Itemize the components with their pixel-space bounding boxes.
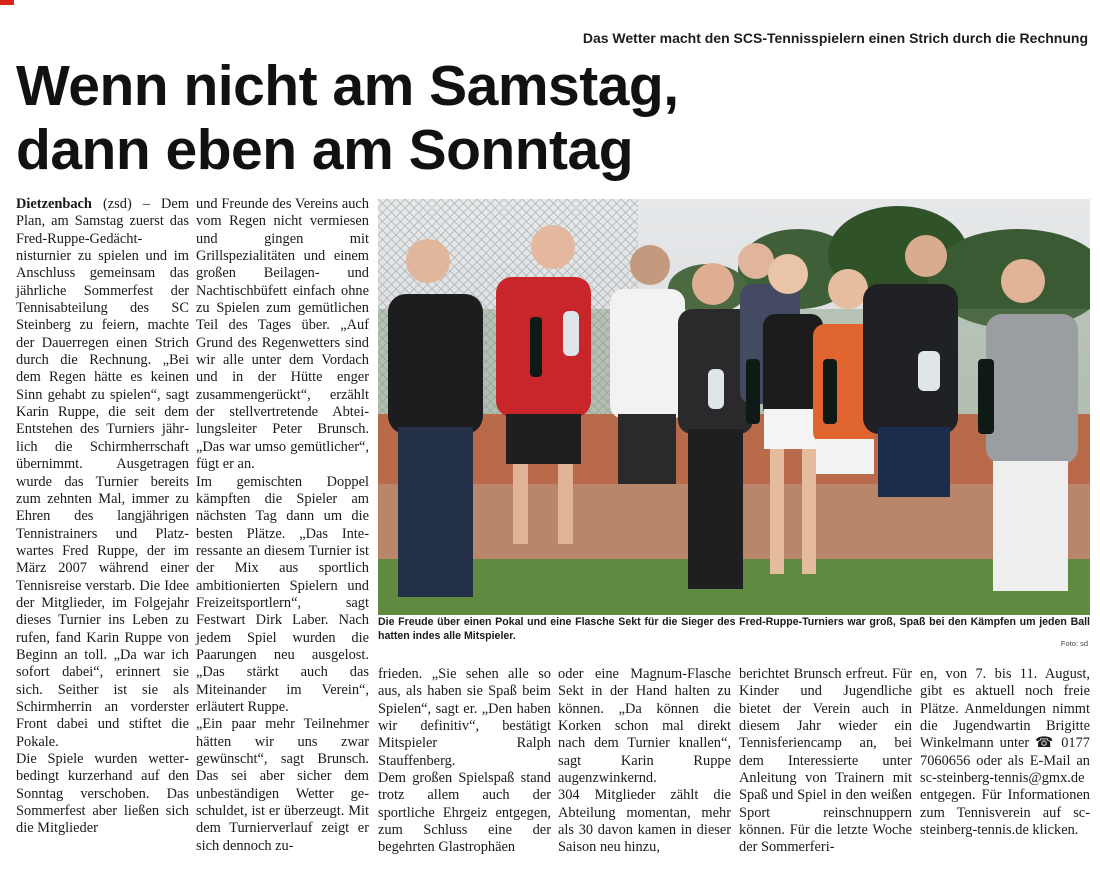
- team-photo: [378, 199, 1090, 615]
- paragraph-text: (zsd) – Dem Plan, am Samstag zuerst das Fred-Ruppe-Gedächtnisturnier zu spielen und im Anschluss gemeinsam das jährliche Sommerfest der Tennisabteilung des SC Steinberg zu feiern, machte der Dauerregen einen Strich durch die Rechnung. „Bei dem Regen hätte es keinen Sinn gehabt zu spielen“, sagt Karin Ruppe, die seit dem Entstehen des Turniers jährlich die Schirmherrschaft übernimmt. Ausgetragen wurde das Turnier bereits zum zehnten Mal, immer zu Ehren des langjährigen Tennistrainers und Platzwartes Fred Ruppe, der im März 2007 während einer Tennisreise verstarb. Die Idee der Mitglieder, im Folgejahr dieses Turnier ins Leben zu rufen, fand Karin Ruppe von Beginn an toll. „Da war ich sofort dabei“, erinnert sie sich. Seither ist sie als Schirmherrin an vorderster Front dabei und stiftet die Pokale.: [16, 196, 189, 750]
- article-column-4: [558, 666, 731, 857]
- paragraph: „Ein paar mehr Teilnehmer hätten wir uns zwar gewünscht“, sagt Brunsch. Das sei aber sicher dem unbeständigen Wetter geschuldet, ist er überzeugt. Mit dem Turnierverlauf zeigt er sich dennoch zu-: [196, 716, 369, 854]
- paragraph: 304 Mitglieder zählt die Abteilung momentan, mehr als 30 davon kamen in dieser Saison neu hinzu,: [558, 787, 731, 856]
- photo-caption: Die Freude über einen Pokal und eine Flasche Sekt für die Sieger des Fred-Ruppe-Turniers war groß, Spaß bei den Kämpfen um jeden Ball hatten indes alle Mitspieler.: [378, 616, 1090, 642]
- paragraph: en, von 7. bis 11. August, gibt es aktuell noch freie Plätze. Anmeldungen nimmt die Jugendwartin Brigitte Winkelmann unter ☎ 0177 7060656 oder als E-Mail an sc-steinberg-tennis@gmx.de entgegen. Für Informationen zum Tennisverein auf sc-steinberg-tennis.de klicken.: [920, 666, 1090, 839]
- article-column-5: [739, 666, 912, 857]
- paragraph: Dem großen Spielspaß stand trotz allem auch der sportliche Ehrgeiz entgegen, zum Schluss eine der begehrten Glastrophäen: [378, 770, 551, 856]
- headline-line-2: dann eben am Sonntag: [16, 118, 634, 182]
- paragraph: frieden. „Sie sehen alle so aus, als haben sie Spaß beim Spielen“, sagt er. „Den haben wir definitiv“, bestätigt Mitspieler Ralph Stauffenberg.: [378, 666, 551, 769]
- dateline: Dietzenbach: [16, 196, 92, 212]
- article-column-6: [920, 666, 1090, 839]
- article-column-2: [196, 196, 369, 855]
- paragraph: berichtet Brunsch erfreut. Für Kinder und Jugendliche bietet der Verein auch in diesem Jahr wieder ein Tennisferiencamp an, bei dem Interessierte unter Anleitung von Trainern mit Spaß und Spiel in den weißen Sport reinschnuppern können. Für die letzte Woche der Sommerferi-: [739, 666, 912, 856]
- paragraph: oder eine Magnum-Flasche Sekt in der Hand halten zu können. „Da können die Korken schon mal direkt nach dem Turnier knallen“, sagt Karin Ruppe augenzwinkernd.: [558, 666, 731, 787]
- article-kicker: Das Wetter macht den SCS-Tennisspielern einen Strich durch die Rechnung: [582, 30, 1088, 46]
- headline-line-1: Wenn nicht am Samstag,: [16, 54, 679, 118]
- section-color-marker: [0, 0, 14, 5]
- paragraph: Die Spiele wurden wetterbedingt kurzerhand auf den Sonntag verschoben. Das Sommerfest aber ließen sich die Mitglieder: [16, 751, 189, 837]
- article-column-1: [16, 196, 189, 838]
- article-headline: [16, 54, 679, 182]
- paragraph: und Freunde des Vereins auch vom Regen nicht vermiesen und gingen mit Grillspezialitäten und einem großen Beilagen- und Nachtischbüfett einfach ohne zu Spielen zum gemütlichen Teil des Tages über. „Auf Grund des Regenwetters sind wir alle unter dem Vordach und in der Hütte enger zusammengerückt“, erzählt der stellvertretende Abteilungsleiter Peter Brunsch. „Das war umso gemütlicher“, fügt er an.: [196, 196, 369, 473]
- photo-credit: Foto: sd: [1060, 639, 1088, 648]
- article-column-3: [378, 666, 551, 857]
- paragraph: [16, 196, 189, 751]
- paragraph: Im gemischten Doppel kämpften die Spieler am nächsten Tag dann um die besten Plätze. „Das Interessante an diesem Turnier ist der Mix aus sportlich ambitionierten Spielern und Freizeitsportlern“, sagt Festwart Dirk Laber. Nach jedem Spiel wurden die Paarungen neu ausgelost. „Das stärkt auch das Miteinander im Verein“, erläutert Ruppe.: [196, 473, 369, 715]
